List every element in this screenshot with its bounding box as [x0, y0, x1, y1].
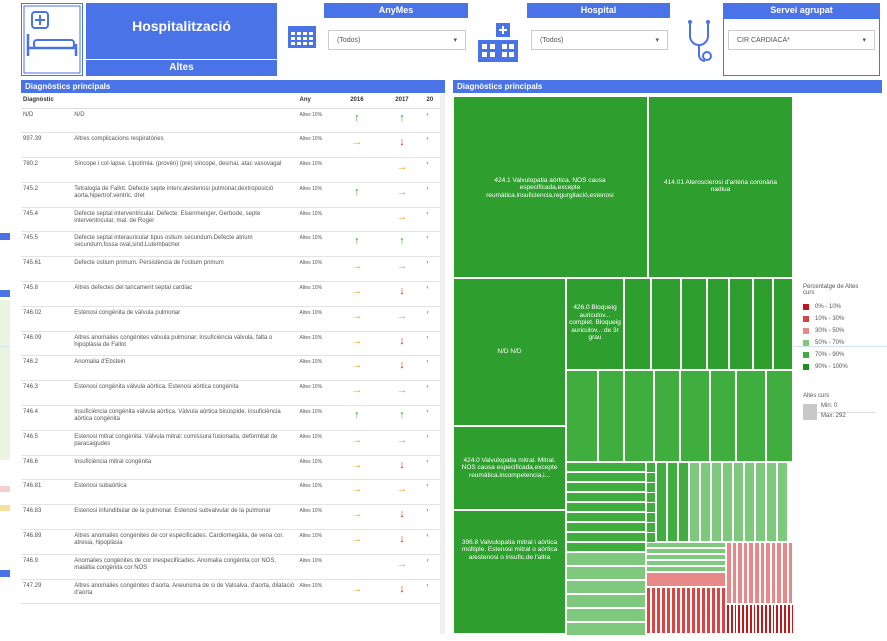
metric-label: Altes 10% — [298, 282, 335, 307]
metric-label: Altes 10% — [298, 455, 335, 480]
right-arrow-icon: → — [334, 505, 379, 530]
scroll-cue: ‹ — [425, 480, 446, 505]
up-arrow-icon: ↑ — [334, 108, 379, 133]
right-arrow-icon: → — [379, 480, 424, 505]
calendar-icon — [286, 24, 318, 50]
metric-label: Altes 10% — [298, 406, 335, 431]
metric-label: Altes 10% — [298, 505, 335, 530]
treemap-cell[interactable] — [755, 462, 766, 542]
scroll-cue: ‹ — [425, 207, 446, 232]
diagnostic-code: 746.09 — [21, 331, 72, 356]
scroll-cue: ‹ — [425, 108, 446, 133]
metric-label: Altes 10% — [298, 306, 335, 331]
empty-arrow-icon — [334, 554, 379, 579]
down-arrow-icon: ↓ — [379, 133, 424, 158]
legend-swatch — [803, 304, 809, 310]
diagnostic-code: 997.39 — [21, 133, 72, 158]
table-row[interactable] — [21, 480, 445, 505]
legend-swatch — [803, 352, 809, 358]
scroll-cue: ‹ — [425, 579, 446, 604]
left-edge-panel — [0, 230, 10, 580]
diagnostic-description: Insuficiència mitral congènita — [72, 455, 297, 480]
diagnostic-description: Estenosi congènita vàlvula aòrtica. Estenosi aòrtica congènita — [72, 381, 297, 406]
treemap-cell[interactable] — [566, 462, 646, 472]
treemap-cell[interactable] — [788, 542, 794, 604]
table-row[interactable] — [21, 455, 445, 480]
diagnostic-code: 746.5 — [21, 430, 72, 455]
anymes-value: (Todos) — [337, 36, 361, 44]
table-row[interactable] — [21, 182, 445, 207]
metric-label: Altes 10% — [298, 554, 335, 579]
scroll-cue: ‹ — [425, 430, 446, 455]
treemap-cell[interactable] — [566, 566, 646, 580]
filter-label-anymes: AnyMes — [324, 3, 468, 18]
col-header — [72, 94, 297, 108]
diagnostic-description: Estenosi mitral congènita. Vàlvula mitral: comissura fusionada, deformitat de paracaigudes — [72, 430, 297, 455]
up-arrow-icon: ↑ — [379, 108, 424, 133]
legend-item — [803, 325, 883, 337]
legend-label: 50% - 70% — [815, 340, 845, 346]
table-row[interactable] — [21, 207, 445, 232]
diagnostic-description: Defecte ostium primum. Persistència de l'ostium primum — [72, 257, 297, 282]
treemap-cell[interactable] — [722, 462, 733, 542]
metric-label: Altes 10% — [298, 356, 335, 381]
legend-label: 0% - 10% — [815, 304, 842, 310]
treemap-cell[interactable] — [566, 622, 646, 636]
right-arrow-icon: → — [379, 554, 424, 579]
servei-value: CIR CARDIACA* — [737, 36, 790, 44]
table-row[interactable] — [21, 505, 445, 530]
diagnostic-description: N/D — [72, 108, 297, 133]
treemap-cell[interactable] — [646, 572, 726, 587]
table-header-row — [21, 94, 445, 108]
col-header: 2017 — [379, 94, 424, 108]
col-header: Any — [298, 94, 335, 108]
divider-line — [0, 346, 10, 347]
down-arrow-icon: ↓ — [379, 331, 424, 356]
treemap-cell[interactable] — [566, 594, 646, 608]
diagnostic-code: 746.3 — [21, 381, 72, 406]
filter-label-servei: Servei agrupat — [723, 3, 880, 18]
metric-label: Altes 10% — [298, 257, 335, 282]
table-row[interactable] — [21, 430, 445, 455]
col-header: 2016 — [334, 94, 379, 108]
hospital-value: (Todos) — [540, 36, 564, 44]
treemap-cell[interactable] — [453, 510, 566, 634]
treemap-panel-title: Diagnòstics principals — [453, 80, 882, 93]
table-row[interactable] — [21, 306, 445, 331]
table-row[interactable] — [21, 331, 445, 356]
treemap-cell[interactable] — [566, 502, 646, 512]
scroll-cue: ‹ — [425, 554, 446, 579]
diagnostic-code: 747.29 — [21, 579, 72, 604]
treemap-cell[interactable] — [598, 370, 624, 462]
empty-arrow-icon — [334, 207, 379, 232]
treemap-cell[interactable] — [681, 278, 707, 370]
right-arrow-icon: → — [379, 381, 424, 406]
treemap-cell[interactable] — [733, 462, 744, 542]
table-row[interactable] — [21, 108, 445, 133]
diagnostic-description: Síncope i col·lapse. Lipotímia. (provén) (pre) síncope, desmai, atac vasovagal — [72, 158, 297, 183]
right-arrow-icon: → — [334, 282, 379, 307]
hospital-dropdown[interactable] — [531, 30, 668, 50]
treemap-cell[interactable] — [773, 278, 793, 370]
diagnostic-code: 745.5 — [21, 232, 72, 257]
filter-label-hospital: Hospital — [527, 3, 670, 18]
scroll-cue: ‹ — [425, 306, 446, 331]
diagnostic-code: N/D — [21, 108, 72, 133]
scroll-cue: ‹ — [425, 455, 446, 480]
legend-swatch — [803, 364, 809, 370]
treemap-cell[interactable] — [624, 370, 654, 462]
table-row[interactable] — [21, 158, 445, 183]
treemap-label: 396.8 Valvulopatia mitral i aòrtica múltiple. Estenosi mitral o aòrtica a/estenosi o insufic.de l'altra — [461, 538, 558, 561]
treemap-cell[interactable] — [566, 552, 646, 566]
down-arrow-icon: ↓ — [379, 282, 424, 307]
scroll-cue: ‹ — [425, 406, 446, 431]
legend-item — [803, 313, 883, 325]
scroll-cue: ‹ — [425, 530, 446, 555]
diagnostic-description: Anomalies congènites de cor inespecificades. Anomalia congènita cor NOS, malaltia congènita cor NOS — [72, 554, 297, 579]
treemap-cell[interactable] — [624, 278, 651, 370]
diagnostic-code: 746.6 — [21, 455, 72, 480]
table-row[interactable] — [21, 282, 445, 307]
metric-label: Altes 10% — [298, 530, 335, 555]
treemap-cell[interactable] — [766, 462, 777, 542]
up-arrow-icon: ↑ — [334, 182, 379, 207]
chevron-down-icon: ▾ — [655, 37, 659, 44]
scroll-cue: ‹ — [425, 232, 446, 257]
treemap-cell[interactable] — [566, 608, 646, 622]
right-arrow-icon: → — [379, 306, 424, 331]
right-arrow-icon: → — [334, 430, 379, 455]
diagnostic-description: Altres complicacions respiratòries — [72, 133, 297, 158]
diagnostic-description: Defecte septal interventricular. Defecte: Eisenmenger, Gerbode, septe interventricular, mal. de Roger — [72, 207, 297, 232]
color-legend — [803, 284, 883, 424]
treemap-cell[interactable] — [791, 604, 795, 634]
treemap-cell[interactable] — [566, 370, 598, 462]
hospital-bed-icon — [21, 3, 83, 76]
right-arrow-icon: → — [379, 207, 424, 232]
legend-label: 10% - 30% — [815, 316, 845, 322]
treemap-cell[interactable] — [566, 522, 646, 532]
legend-item — [803, 361, 883, 373]
legend-swatch — [803, 328, 809, 334]
treemap-cell[interactable] — [566, 580, 646, 594]
treemap-cell[interactable] — [766, 370, 793, 462]
diagnostic-code: 746.83 — [21, 505, 72, 530]
treemap-cell[interactable] — [707, 278, 729, 370]
diagnostic-description: Estenosi congènita de vàlvula pulmonar — [72, 306, 297, 331]
right-arrow-icon: → — [334, 356, 379, 381]
treemap-cell[interactable] — [566, 532, 646, 542]
scroll-cue: ‹ — [425, 158, 446, 183]
empty-arrow-icon — [334, 158, 379, 183]
right-arrow-icon: → — [334, 306, 379, 331]
right-arrow-icon: → — [334, 455, 379, 480]
legend-label: 90% - 100% — [815, 364, 848, 370]
hospital-building-icon — [474, 20, 522, 64]
scroll-cue: ‹ — [425, 182, 446, 207]
treemap-cell[interactable] — [667, 462, 678, 542]
diagnostic-description: Insuficiència congènita vàlvula aòrtica. Vàlvula aòrtica bicúspide, insuficiència aòrtica congènita — [72, 406, 297, 431]
table-row[interactable] — [21, 530, 445, 555]
up-arrow-icon: ↑ — [379, 406, 424, 431]
table-row[interactable] — [21, 133, 445, 158]
right-arrow-icon: → — [379, 182, 424, 207]
treemap-cell[interactable] — [678, 462, 689, 542]
right-arrow-icon: → — [334, 480, 379, 505]
treemap-cell[interactable] — [566, 492, 646, 502]
metric-label: Altes 10% — [298, 579, 335, 604]
scroll-cue: ‹ — [425, 356, 446, 381]
down-arrow-icon: ↓ — [379, 579, 424, 604]
treemap-cell[interactable] — [736, 370, 766, 462]
up-arrow-icon: ↑ — [334, 232, 379, 257]
treemap-cell[interactable] — [656, 462, 667, 542]
metric-label: Altes 10% — [298, 158, 335, 183]
page-title: Hospitalització — [132, 18, 231, 34]
treemap — [453, 96, 793, 634]
scroll-cue: ‹ — [425, 133, 446, 158]
diagnostic-description: Altres anomalies congènites de cor especificades. Cardiomegàlia, de vena cor. atresia, hipoplàsia — [72, 530, 297, 555]
right-arrow-icon: → — [334, 530, 379, 555]
right-arrow-icon: → — [334, 331, 379, 356]
diagnostic-code: 745.4 — [21, 207, 72, 232]
legend-item — [803, 301, 883, 313]
legend-label: 30% - 50% — [815, 328, 845, 334]
diagnostic-description: Altres anomalies congènites d'aorta. Aneurisma de si de Valsalva, d'aorta, dilatació d'aorta — [72, 579, 297, 604]
treemap-label: 424.0 Valvulopatia mitral. Mitral. NOS causa especificada,excepte reumàtica.incompetencia,i... — [461, 456, 558, 479]
diagnostic-code: 746.4 — [21, 406, 72, 431]
size-min: Min: 0 — [821, 403, 838, 409]
servei-dropdown[interactable] — [728, 30, 875, 50]
treemap-cell[interactable] — [566, 482, 646, 492]
right-arrow-icon: → — [379, 158, 424, 183]
treemap-label: N/D N/D — [497, 348, 522, 356]
metric-label: Altes 10% — [298, 480, 335, 505]
right-arrow-icon: → — [334, 257, 379, 282]
table-row[interactable] — [21, 554, 445, 579]
legend-item — [803, 349, 883, 361]
table-row[interactable] — [21, 356, 445, 381]
legend-item — [803, 337, 883, 349]
treemap-cell[interactable] — [744, 462, 755, 542]
diagnostic-code: 746.9 — [21, 554, 72, 579]
treemap-cell[interactable] — [566, 542, 646, 552]
col-header: 20 — [425, 94, 446, 108]
size-legend — [803, 402, 883, 424]
right-arrow-icon: → — [334, 579, 379, 604]
table-row[interactable] — [21, 381, 445, 406]
metric-label: Altes 10% — [298, 430, 335, 455]
metric-label: Altes 10% — [298, 108, 335, 133]
diagnostic-code: 745.2 — [21, 182, 72, 207]
down-arrow-icon: ↓ — [379, 455, 424, 480]
right-arrow-icon: → — [379, 257, 424, 282]
legend-swatch — [803, 316, 809, 322]
diagnostic-code: 780.2 — [21, 158, 72, 183]
size-legend-title: Altes curs — [803, 393, 830, 399]
chevron-down-icon: ▾ — [453, 37, 457, 44]
legend-swatch — [803, 340, 809, 346]
diagnostic-code: 746.89 — [21, 530, 72, 555]
treemap-cell[interactable] — [729, 278, 753, 370]
scroll-cue: ‹ — [425, 331, 446, 356]
down-arrow-icon: ↓ — [379, 356, 424, 381]
scroll-cue: ‹ — [425, 505, 446, 530]
stethoscope-icon — [684, 18, 714, 64]
right-arrow-icon: → — [379, 430, 424, 455]
scroll-cue: ‹ — [425, 257, 446, 282]
treemap-cell[interactable] — [651, 278, 681, 370]
treemap-cell[interactable] — [680, 370, 710, 462]
right-arrow-icon: → — [334, 381, 379, 406]
table-scrollbar[interactable] — [440, 94, 445, 634]
treemap-label: 424.1 Valvulopatia aòrtica. NOS causa especificada,excepte reumàtica.insuficiencia,regurgitació,estenosi — [486, 176, 614, 199]
metric-label: Altes 10% — [298, 133, 335, 158]
metric-label: Altes 10% — [298, 182, 335, 207]
table-row[interactable] — [21, 579, 445, 604]
treemap-cell[interactable] — [700, 462, 711, 542]
legend-label: 70% - 90% — [815, 352, 845, 358]
up-arrow-icon: ↑ — [379, 232, 424, 257]
scroll-cue: ‹ — [425, 381, 446, 406]
diagnostic-code: 745.61 — [21, 257, 72, 282]
diagnostic-code: 746.2 — [21, 356, 72, 381]
diagnostics-table — [21, 94, 445, 634]
legend-title: Percentatge de Altes — [803, 284, 859, 290]
scroll-cue: ‹ — [425, 282, 446, 307]
diagnostic-description: Altres anomalies congènites vàlvula pulmonar. Insuficiència vàlvula, falta o hipoplàsia de Fallot — [72, 331, 297, 356]
metric-label: Altes 10% — [298, 232, 335, 257]
diagnostic-description: Anomalia d'Ebstein — [72, 356, 297, 381]
anymes-dropdown[interactable] — [328, 30, 466, 50]
diagnostic-description: Defecte septal interauricular tipus ostium secundum.Defecte atrium secundum,fossa oval,sind.Lutembacher — [72, 232, 297, 257]
treemap-cell[interactable] — [777, 462, 788, 542]
down-arrow-icon: ↓ — [379, 530, 424, 555]
treemap-cell[interactable] — [689, 462, 700, 542]
treemap-cell[interactable] — [654, 370, 680, 462]
diagnostic-code: 746.02 — [21, 306, 72, 331]
right-arrow-icon: → — [334, 133, 379, 158]
diagnostic-description: Estenosi subaòrtica — [72, 480, 297, 505]
metric-label: Altes 10% — [298, 207, 335, 232]
down-arrow-icon: ↓ — [379, 505, 424, 530]
up-arrow-icon: ↑ — [334, 406, 379, 431]
header-title-block — [86, 3, 277, 76]
metric-label: Altes 10% — [298, 331, 335, 356]
treemap-label: 414.01 Aterosclerosi d'artèria coronària nadiua — [664, 178, 777, 193]
treemap-cell[interactable] — [566, 512, 646, 522]
legend-subtitle: curs — [803, 290, 815, 296]
treemap-cell[interactable] — [566, 472, 646, 482]
diagnostic-description: Tetralogia de Fallot. Defecte septe interv.alestenosi pulmonar,dextroposició aorta,hipertrof.ventric. dret — [72, 182, 297, 207]
table-row[interactable] — [21, 257, 445, 282]
diagnostic-code: 746.81 — [21, 480, 72, 505]
treemap-cell[interactable] — [710, 370, 736, 462]
table-row[interactable] — [21, 232, 445, 257]
col-header: Diagnòstic — [21, 94, 72, 108]
treemap-label: 426.0 Bloqueig auriculov... complet. Bloqueig auriculov... de 3r grau — [569, 304, 621, 342]
size-max: Max: 292 — [821, 413, 846, 419]
metric-label: Altes 10% — [298, 381, 335, 406]
diagnostic-description: Estenosi infundibular de la pulmonar. Estenosi subvalvular de la pulmonar — [72, 505, 297, 530]
diagnostic-description: Altres defectes del tancament septal cardíac — [72, 282, 297, 307]
page-subtitle: Altes — [169, 62, 194, 73]
chevron-down-icon: ▾ — [862, 37, 866, 44]
treemap-cell[interactable] — [753, 278, 773, 370]
diagnostic-code: 745.8 — [21, 282, 72, 307]
table-row[interactable] — [21, 406, 445, 431]
treemap-cell[interactable] — [711, 462, 722, 542]
table-panel-title: Diagnòstics principals — [21, 80, 445, 93]
